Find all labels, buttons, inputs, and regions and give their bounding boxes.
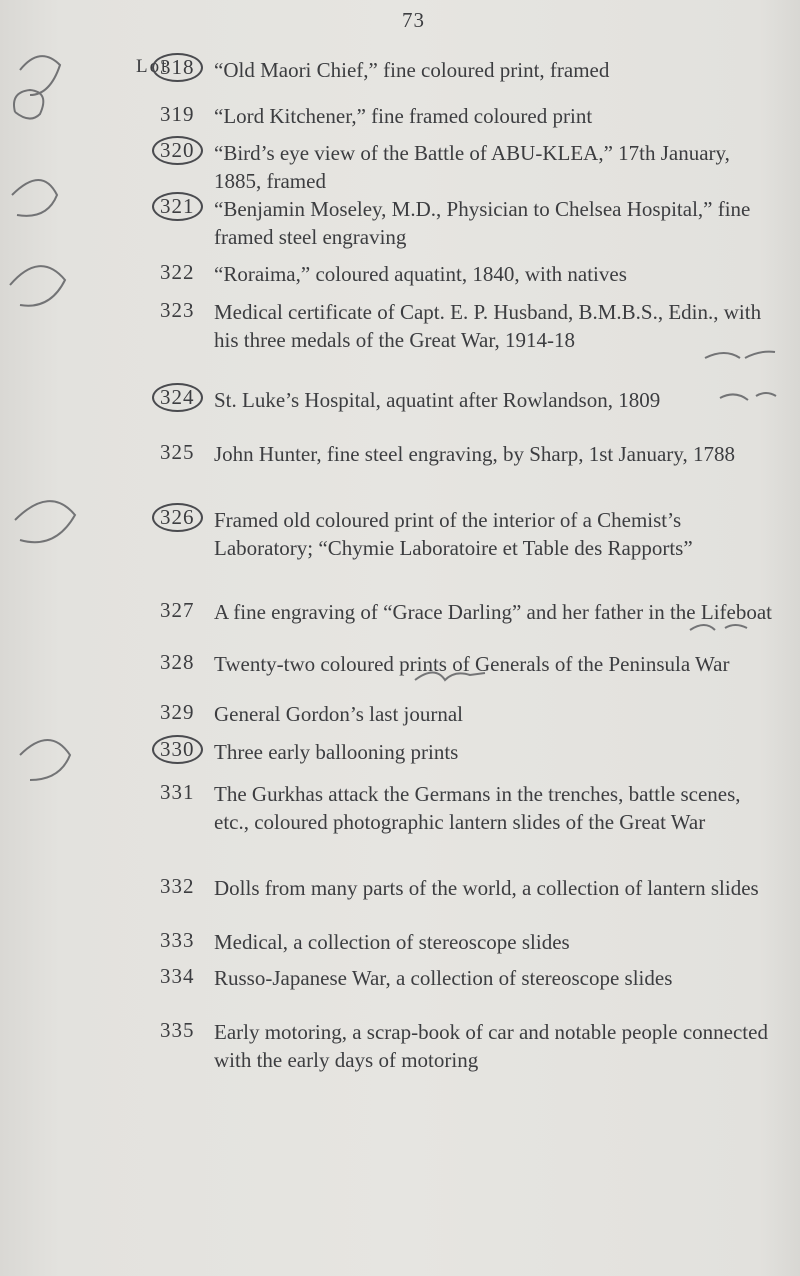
lot-number: 325: [160, 440, 195, 464]
lot-number: 326: [152, 503, 203, 532]
lot-description: Dolls from many parts of the world, a collection of lantern slides: [214, 876, 759, 900]
lot-description: Twenty-two coloured prints of Generals of the Peninsula War: [214, 652, 730, 676]
lot-description: “Bird’s eye view of the Battle of ABU-KLEA,” 17th January, 1885, framed: [214, 141, 730, 193]
lot-description: The Gurkhas attack the Germans in the trenches, battle scenes, etc., coloured photographic lantern slides of the Great War: [214, 782, 741, 834]
lot-description: Early motoring, a scrap-book of car and notable people connected with the early days of motoring: [214, 1020, 768, 1072]
lot-number: 324: [152, 383, 203, 412]
lot-number: 327: [160, 598, 195, 622]
lot-number: 331: [160, 780, 195, 804]
lot-number: 332: [160, 874, 195, 898]
lot-description: John Hunter, fine steel engraving, by Sharp, 1st January, 1788: [214, 442, 735, 466]
lot-description: “Lord Kitchener,” fine framed coloured print: [214, 104, 593, 128]
lot-description: Medical, a collection of stereoscope slides: [214, 930, 570, 954]
lot-number: 333: [160, 928, 195, 952]
lot-description: Three early ballooning prints: [214, 740, 459, 764]
lot-description: Framed old coloured print of the interior of a Chemist’s Laboratory; “Chymie Laboratoire et Table des Rapports”: [214, 508, 693, 560]
lot-number: 323: [160, 298, 195, 322]
lot-description: “Old Maori Chief,” fine coloured print, framed: [214, 58, 610, 82]
lot-number: 321: [152, 192, 203, 221]
page-number: 73: [402, 8, 425, 32]
lot-description: General Gordon’s last journal: [214, 702, 464, 726]
lot-number: 329: [160, 700, 195, 724]
lot-number: 320: [152, 136, 203, 165]
lot-description: Medical certificate of Capt. E. P. Husband, B.M.B.S., Edin., with his three medals of the Great War, 1914-18: [214, 300, 762, 352]
lot-description: St. Luke’s Hospital, aquatint after Rowlandson, 1809: [214, 388, 661, 412]
lot-number: 335: [160, 1018, 195, 1042]
lot-number: 330: [152, 735, 203, 764]
lot-column-heading: Lot: [136, 56, 169, 77]
lot-number: 318: [152, 53, 203, 82]
lot-number: 322: [160, 260, 195, 284]
lot-number: 319: [160, 102, 195, 126]
lot-description: A fine engraving of “Grace Darling” and her father in the Lifeboat: [214, 600, 772, 624]
lot-number: 328: [160, 650, 195, 674]
lot-description: “Roraima,” coloured aquatint, 1840, with natives: [214, 262, 627, 286]
lot-description: “Benjamin Moseley, M.D., Physician to Chelsea Hospital,” fine framed steel engraving: [214, 197, 751, 249]
lot-description: Russo-Japanese War, a collection of stereoscope slides: [214, 966, 673, 990]
lot-number: 334: [160, 964, 195, 988]
